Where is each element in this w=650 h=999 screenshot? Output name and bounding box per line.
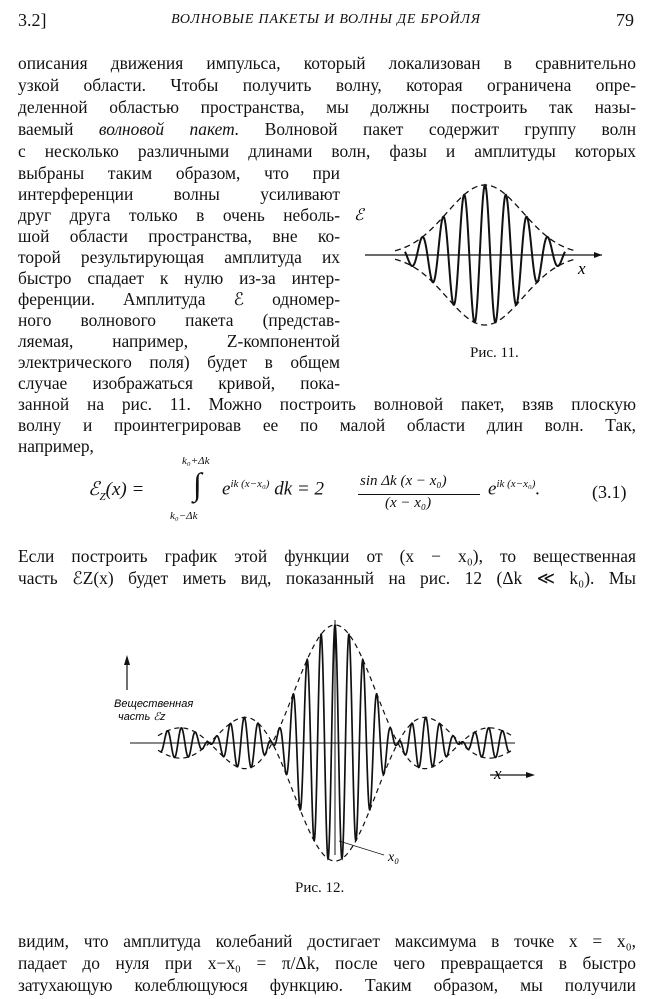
text-line: видим, что амплитуда колебаний достигает максимума в точке x = x₀,: [18, 931, 636, 951]
eq-tail-base: e: [488, 478, 497, 500]
text-line: ного волнового пакета (представ-: [18, 310, 340, 330]
fig12-y-arrow-head: [124, 655, 130, 665]
text-line: занной на рис. 11. Можно построить волновой пакет, взяв плоскую: [18, 394, 636, 414]
fig11-envelope-bottom: [395, 259, 575, 325]
text-line: быстро спадает к нулю из-за интер-: [18, 268, 340, 288]
eq-numerator: sin Δk (x − x₀): [360, 473, 447, 489]
text-line: ференции. Амплитуда ℰ одномер-: [18, 289, 340, 309]
text-line: ляемая, например, Z-компонентой: [18, 331, 340, 351]
text-line: описания движения импульса, который локализован в сравнительно: [18, 53, 636, 73]
text-line: шой области пространства, вне ко-: [18, 226, 340, 246]
text-line: электрического поля) будет в общем: [18, 352, 340, 372]
eq-period: .: [535, 478, 541, 500]
text-line: деленной областью пространства, мы должны построить так назы-: [18, 97, 636, 117]
running-header: [18, 10, 634, 34]
page-number: 79: [616, 10, 634, 30]
text-line: затухающую колеблющуюся функцию. Таким образом, мы получили: [18, 975, 636, 995]
text-span: Волновой пакет содержит группу волн: [239, 119, 637, 139]
text-line: торой результирующая амплитуда их: [18, 247, 340, 267]
equation-number: (3.1): [592, 482, 627, 502]
text-line: выбраны таким образом, что при: [18, 163, 340, 183]
italic-term: волновой пакет.: [98, 119, 240, 139]
text-line: интерференции волны усиливают: [18, 184, 340, 204]
figure-11-caption: Рис. 11.: [470, 345, 519, 361]
eq-integrand-base: e: [222, 478, 231, 500]
fig11-y-symbol: ℰ: [354, 207, 364, 224]
eq-tail-exp: ik (x−x₀): [496, 478, 536, 490]
eq-dk: dk = 2: [274, 478, 324, 500]
eq-lhs-symbol: ℰ: [88, 479, 100, 500]
fig11-oscillation: [405, 185, 565, 322]
eq-denominator: (x − x₀): [385, 495, 432, 511]
fig12-x0-leader: [339, 841, 384, 855]
text-line: падает до нуля при x−x₀ = π/Δk, после чего превращается в быстро: [18, 953, 636, 973]
fig12-x0-label: x₀: [388, 850, 400, 865]
text-line: друг друга только в очень неболь-: [18, 205, 340, 225]
text-line: например,: [18, 436, 94, 456]
fig11-x-symbol: x: [578, 259, 586, 278]
eq-lhs-arg: (x) =: [105, 479, 145, 500]
integral-lower-limit: k₀−Δk: [170, 510, 198, 522]
fig12-x-symbol: x: [494, 764, 502, 783]
eq-lhs-sub: Z: [99, 490, 106, 503]
text-line: Если построить график этой функции от (x − x₀), то вещественная: [18, 546, 636, 566]
figure-12-caption: Рис. 12.: [295, 880, 345, 896]
equation-lhs: [88, 478, 144, 503]
fig11-envelope-top: [395, 185, 575, 251]
text-line: узкой области. Чтобы получить волну, которая ограничена опре-: [18, 75, 636, 95]
text-line: [18, 119, 636, 140]
integral-sign: ∫: [193, 466, 202, 502]
fig12-ylabel-line2: часть ℰz: [118, 711, 166, 723]
running-title: ВОЛНОВЫЕ ПАКЕТЫ И ВОЛНЫ ДЕ БРОЙЛЯ: [171, 12, 481, 27]
integral-upper-limit: k₀+Δk: [182, 455, 210, 467]
equation-integrand: [222, 478, 324, 500]
text-line: случае изображаться кривой, пока-: [18, 373, 340, 393]
equation-tail: [488, 478, 540, 500]
eq-integrand-exp: ik (x−x₀): [230, 478, 270, 490]
text-span: ваемый: [18, 119, 99, 139]
fig12-ylabel-line1: Вещественная: [114, 698, 194, 710]
figure-11-wave-packet: [350, 170, 620, 345]
figure-12-real-part: [110, 615, 540, 865]
section-number: 3.2]: [18, 10, 47, 30]
text-line: волну и проинтегрировав ее по малой области длин волн. Так,: [18, 415, 636, 435]
text-line: с несколько различными длинами волн, фазы и амплитуды которых: [18, 141, 636, 161]
text-line: часть ℰZ(x) будет иметь вид, показанный на рис. 12 (Δk ≪ k₀). Мы: [18, 568, 636, 588]
